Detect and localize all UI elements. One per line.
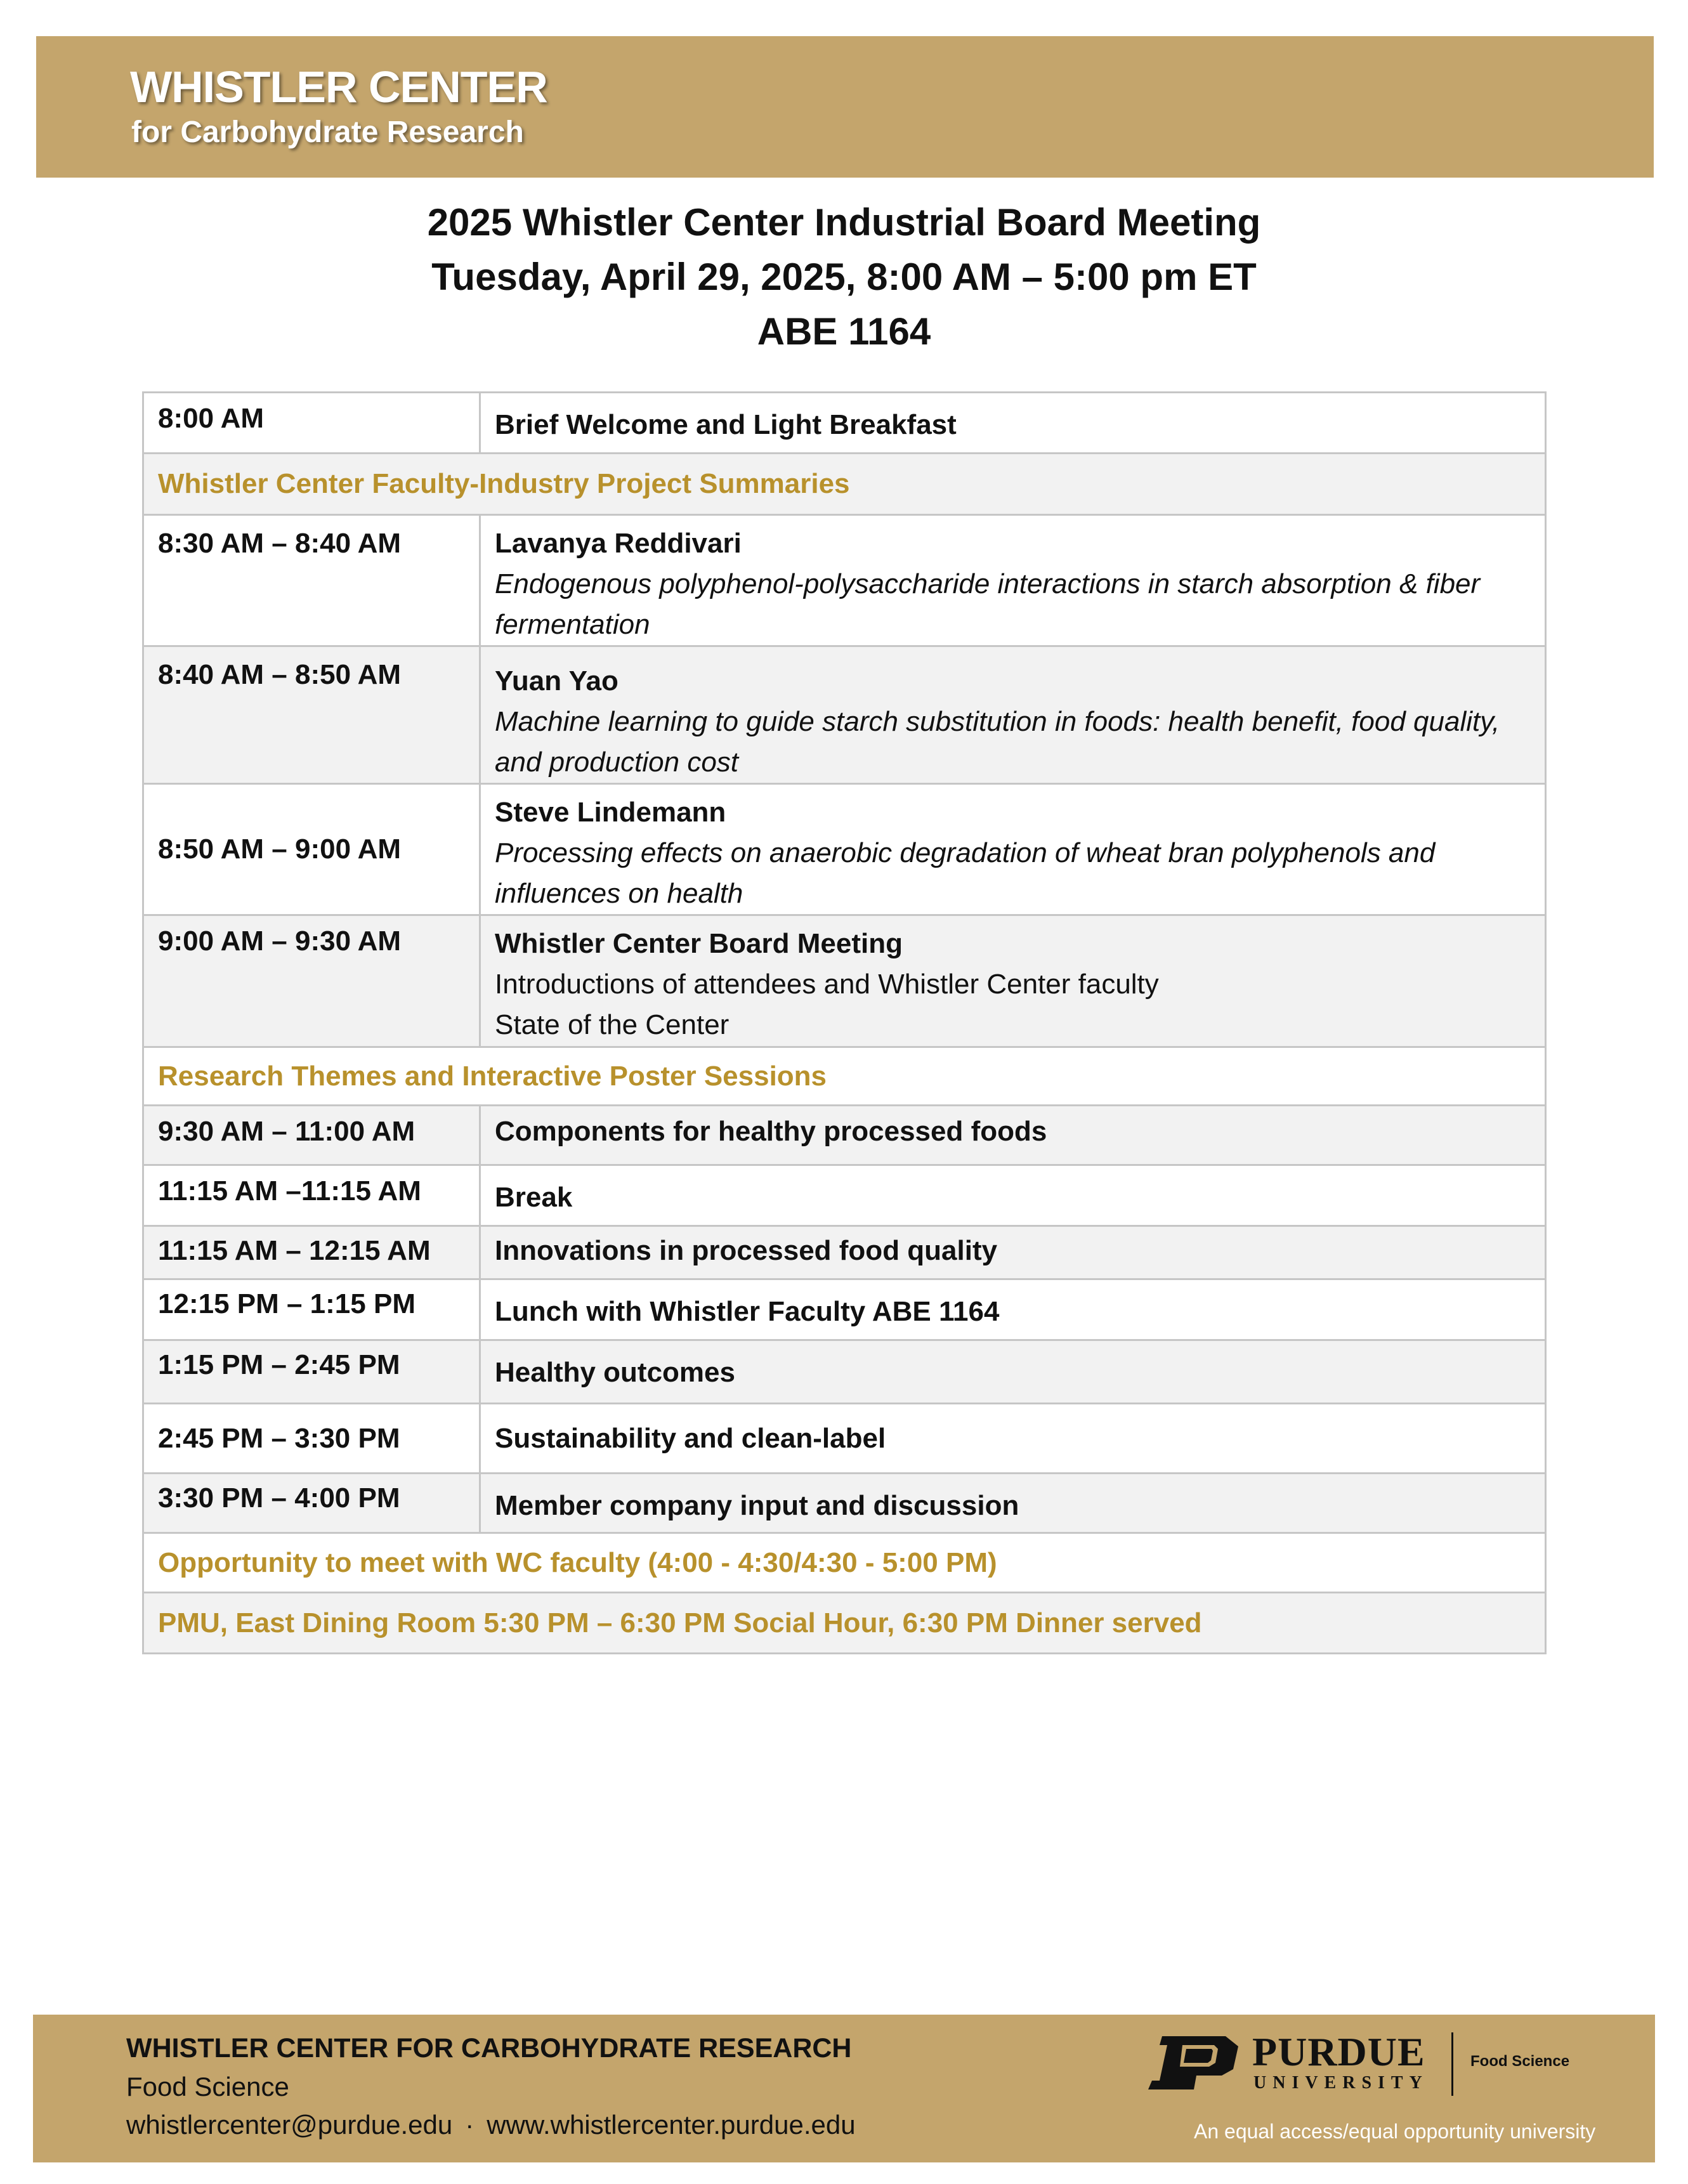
page-title	[0, 195, 1688, 359]
footer-title: WHISTLER CENTER FOR CARBOHYDRATE RESEARCH	[126, 2033, 852, 2063]
time-cell: 9:00 AM – 9:30 AM	[143, 915, 480, 1047]
purdue-p-logo-icon	[1146, 2034, 1241, 2092]
table-row	[143, 1279, 1546, 1340]
brand-subtitle: for Carbohydrate Research	[131, 115, 524, 149]
table-row	[143, 646, 1546, 784]
time-cell: 2:45 PM – 3:30 PM	[143, 1404, 480, 1474]
agenda-item	[480, 915, 1546, 1047]
agenda-item-title: Components for healthy processed foods	[480, 1106, 1546, 1165]
purdue-university-wordmark: UNIVERSITY	[1253, 2073, 1429, 2093]
table-row	[143, 784, 1546, 915]
speaker-name: Yuan Yao	[495, 665, 618, 696]
table-row	[143, 515, 1546, 646]
header-band	[36, 36, 1654, 178]
time-cell: 8:30 AM – 8:40 AM	[143, 515, 480, 646]
brand-title: WHISTLER CENTER	[130, 62, 547, 112]
meeting-date: Tuesday, April 29, 2025, 8:00 AM – 5:00 pm ET	[431, 256, 1257, 298]
agenda-item-title: Healthy outcomes	[480, 1340, 1546, 1404]
time-cell: 1:15 PM – 2:45 PM	[143, 1340, 480, 1404]
meeting-title: 2025 Whistler Center Industrial Board Meeting	[427, 201, 1261, 244]
eeo-statement: An equal access/equal opportunity university	[1194, 2120, 1596, 2143]
agenda-table	[142, 391, 1547, 1654]
table-row	[143, 1340, 1546, 1404]
talk-topic: Processing effects on anaerobic degradation of wheat bran polyphenols and influences on health	[495, 837, 1436, 909]
speaker-name: Lavanya Reddivari	[495, 528, 742, 559]
table-row	[143, 915, 1546, 1047]
table-row	[143, 1474, 1546, 1533]
section-heading: Opportunity to meet with WC faculty (4:00 - 4:30/4:30 - 5:00 PM)	[143, 1533, 1546, 1593]
time-cell: 8:50 AM – 9:00 AM	[143, 784, 480, 915]
table-row	[143, 1404, 1546, 1474]
time-cell: 8:00 AM	[143, 393, 480, 454]
agenda-item-title: Member company input and discussion	[480, 1474, 1546, 1533]
agenda-item	[480, 515, 1546, 646]
agenda-item-line: Introductions of attendees and Whistler Center faculty	[495, 969, 1159, 1000]
time-cell: 9:30 AM – 11:00 AM	[143, 1106, 480, 1165]
section-heading: Whistler Center Faculty-Industry Project Summaries	[143, 454, 1546, 515]
speaker-name: Steve Lindemann	[495, 797, 726, 828]
table-row	[143, 393, 1546, 454]
agenda-item-title: Lunch with Whistler Faculty ABE 1164	[480, 1279, 1546, 1340]
footer-separator: ·	[465, 2110, 474, 2140]
agenda-item-title: Break	[480, 1165, 1546, 1226]
meeting-room: ABE 1164	[757, 310, 931, 353]
talk-topic: Machine learning to guide starch substitution in foods: health benefit, food quality, and production cost	[495, 706, 1500, 778]
logo-divider	[1451, 2032, 1453, 2096]
section-row	[143, 1047, 1546, 1106]
time-cell: 12:15 PM – 1:15 PM	[143, 1279, 480, 1340]
agenda-item-title: Whistler Center Board Meeting	[495, 928, 903, 959]
section-heading: Research Themes and Interactive Poster Sessions	[143, 1047, 1546, 1106]
table-row	[143, 1106, 1546, 1165]
footer-band	[33, 2015, 1655, 2162]
agenda-item	[480, 646, 1546, 784]
time-cell: 11:15 AM – 12:15 AM	[143, 1226, 480, 1279]
logo-department: Food Science	[1470, 2053, 1570, 2070]
agenda-item-title: Sustainability and clean-label	[480, 1404, 1546, 1474]
section-row	[143, 454, 1546, 515]
agenda-item-title: Innovations in processed food quality	[480, 1226, 1546, 1279]
agenda-item-title: Brief Welcome and Light Breakfast	[480, 393, 1546, 454]
section-row	[143, 1533, 1546, 1593]
footer-website-link[interactable]: www.whistlercenter.purdue.edu	[487, 2110, 856, 2140]
agenda-item	[480, 784, 1546, 915]
section-row	[143, 1593, 1546, 1654]
footer-contact	[126, 2110, 856, 2140]
time-cell: 8:40 AM – 8:50 AM	[143, 646, 480, 784]
talk-topic: Endogenous polyphenol-polysaccharide interactions in starch absorption & fiber fermentation	[495, 568, 1481, 640]
footer-department: Food Science	[126, 2072, 289, 2102]
footer-email-link[interactable]: whistlercenter@purdue.edu	[126, 2110, 453, 2140]
section-heading: PMU, East Dining Room 5:30 PM – 6:30 PM Social Hour, 6:30 PM Dinner served	[143, 1593, 1546, 1654]
time-cell: 11:15 AM –11:15 AM	[143, 1165, 480, 1226]
time-cell: 3:30 PM – 4:00 PM	[143, 1474, 480, 1533]
table-row	[143, 1226, 1546, 1279]
agenda-item-line: State of the Center	[495, 1009, 730, 1040]
table-row	[143, 1165, 1546, 1226]
purdue-wordmark: PURDUE	[1252, 2029, 1425, 2074]
